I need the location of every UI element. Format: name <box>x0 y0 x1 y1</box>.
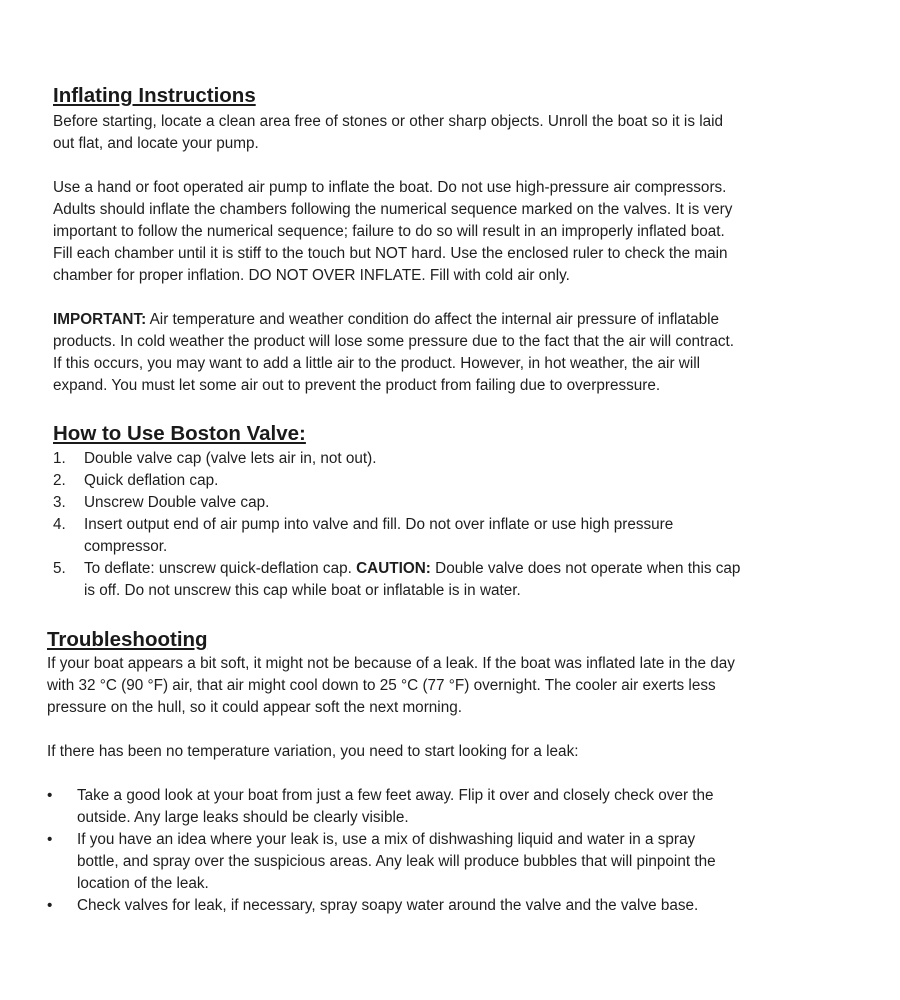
text-line: If you have an idea where your leak is, use a mix of dishwashing liquid and water in a spray <box>77 831 696 848</box>
text-line: outside. Any large leaks should be clearly visible. <box>77 809 409 826</box>
step-text <box>53 492 893 514</box>
text-line: chamber for proper inflation. DO NOT OVER INFLATE. Fill with cold air only. <box>53 267 570 284</box>
list-item <box>53 448 893 470</box>
text-line: location of the leak. <box>77 875 209 892</box>
bullet-text <box>47 829 893 895</box>
step-text-part: To deflate: unscrew quick-deflation cap. <box>84 560 357 577</box>
inflating-pump-paragraph <box>53 177 893 287</box>
important-text: Air temperature and weather condition do affect the internal air pressure of inflatable <box>146 311 720 328</box>
text-line: products. In cold weather the product will lose some pressure due to the fact that the air will contract. <box>53 333 735 350</box>
bullet-text <box>47 785 893 829</box>
step-number: 1. <box>53 450 66 467</box>
text-line: Quick deflation cap. <box>84 472 219 489</box>
list-item <box>53 514 893 558</box>
step-number: 4. <box>53 516 66 533</box>
text-line: Unscrew Double valve cap. <box>84 494 270 511</box>
text-line: Adults should inflate the chambers following the numerical sequence marked on the valves. It is very <box>53 201 733 218</box>
list-item <box>47 785 893 829</box>
step-text-part: Double valve does not operate when this cap <box>430 560 741 577</box>
step-text <box>53 558 893 602</box>
text-line: important to follow the numerical sequence; failure to do so will result in an improperly inflated boat. <box>53 223 725 240</box>
text-line: Check valves for leak, if necessary, spray soapy water around the valve and the valve base. <box>77 897 699 914</box>
troubleshooting-section <box>47 628 893 917</box>
boston-valve-section <box>53 422 893 602</box>
step-number: 3. <box>53 494 66 511</box>
step-number: 5. <box>53 560 66 577</box>
list-item <box>47 829 893 895</box>
text-line: pressure on the hull, so it could appear soft the next morning. <box>47 699 462 716</box>
step-text <box>53 514 893 558</box>
text-line: compressor. <box>84 538 168 555</box>
text-line: Use a hand or foot operated air pump to inflate the boat. Do not use high-pressure air compressors. <box>53 179 727 196</box>
bullet-text <box>47 895 893 917</box>
text-line: Take a good look at your boat from just a few feet away. Flip it over and closely check over the <box>77 787 714 804</box>
leak-check-list <box>47 785 893 917</box>
caution-label: CAUTION: <box>356 560 431 577</box>
text-line: out flat, and locate your pump. <box>53 135 259 152</box>
troubleshooting-paragraph <box>47 653 893 719</box>
boston-valve-heading: How to Use Boston Valve: <box>53 422 306 445</box>
list-item <box>53 492 893 514</box>
inflating-section <box>53 84 893 397</box>
list-item <box>53 470 893 492</box>
text-line <box>53 309 893 331</box>
text-line: with 32 °C (90 °F) air, that air might cool down to 25 °C (77 °F) overnight. The cooler air exerts less <box>47 677 716 694</box>
text-line: If this occurs, you may want to add a little air to the product. However, in hot weather, the air will <box>53 355 701 372</box>
text-line: bottle, and spray over the suspicious areas. Any leak will produce bubbles that will pinpoint the <box>77 853 716 870</box>
inflating-intro-paragraph <box>53 111 893 155</box>
text-line: If there has been no temperature variation, you need to start looking for a leak: <box>47 743 579 760</box>
text-line: Insert output end of air pump into valve and fill. Do not over inflate or use high pressure <box>84 516 674 533</box>
list-item <box>53 558 893 602</box>
text-line: Before starting, locate a clean area free of stones or other sharp objects. Unroll the boat so it is laid <box>53 113 724 130</box>
troubleshooting-heading: Troubleshooting <box>47 628 208 651</box>
step-text <box>53 470 893 492</box>
text-line: is off. Do not unscrew this cap while boat or inflatable is in water. <box>84 582 521 599</box>
text-line: expand. You must let some air out to prevent the product from failing due to overpressure. <box>53 377 661 394</box>
list-item <box>47 895 893 917</box>
text-line: If your boat appears a bit soft, it might not be because of a leak. If the boat was inflated late in the day <box>47 655 735 672</box>
bullet-icon: • <box>47 831 53 848</box>
bullet-icon: • <box>47 787 53 804</box>
step-text <box>53 448 893 470</box>
text-line: Fill each chamber until it is stiff to the touch but NOT hard. Use the enclosed ruler to check the main <box>53 245 728 262</box>
text-line: Double valve cap (valve lets air in, not out). <box>84 450 377 467</box>
step-number: 2. <box>53 472 66 489</box>
boston-valve-steps <box>53 448 893 602</box>
bullet-icon: • <box>47 897 53 914</box>
important-paragraph <box>53 309 893 397</box>
leak-intro-paragraph <box>47 741 893 763</box>
important-label: IMPORTANT: <box>53 311 147 328</box>
inflating-heading: Inflating Instructions <box>53 84 256 107</box>
text-line <box>84 558 893 580</box>
